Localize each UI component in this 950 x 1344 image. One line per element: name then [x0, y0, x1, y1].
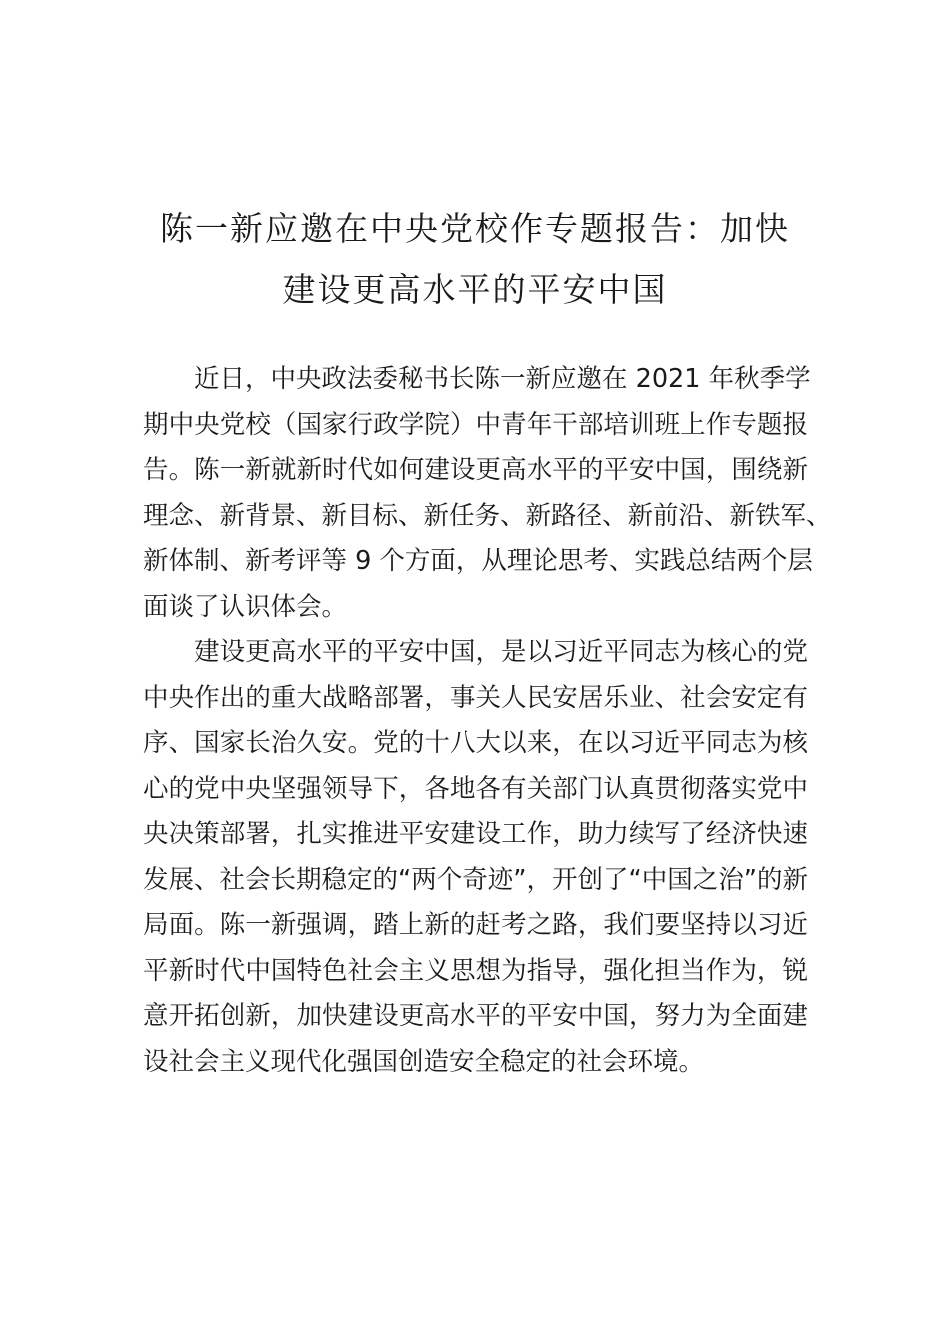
paragraph-line: 理念、新背景、新目标、新任务、新路径、新前沿、新铁军、 — [143, 500, 832, 531]
title-line-2: 建设更高水平的平安中国 — [282, 270, 668, 309]
paragraph-line: 意开拓创新，加快建设更高水平的平安中国，努力为全面建 — [143, 1001, 808, 1031]
paragraph-line: 序、国家长治久安。党的十八大以来，在以习近平同志为核 — [143, 728, 808, 758]
paragraph-line: 期中央党校（国家行政学院）中青年干部培训班上作专题报 — [143, 409, 808, 440]
paragraph-line: 局面。陈一新强调，踏上新的赶考之路，我们要坚持以习近 — [143, 910, 808, 940]
paragraph-line: 心的党中央坚强领导下，各地各有关部门认真贯彻落实党中 — [143, 773, 808, 804]
paragraph-line: 平新时代中国特色社会主义思想为指导，强化担当作为，锐 — [143, 955, 808, 986]
paragraph-line: 中央作出的重大战略部署，事关人民安居乐业、社会安定有 — [143, 682, 808, 713]
paragraph-line: 央决策部署，扎实推进平安建设工作，助力续写了经济快速 — [143, 819, 808, 849]
title-line-1: 陈一新应邀在中央党校作专题报告：加快 — [160, 209, 790, 248]
paragraph-line: 新体制、新考评等 9 个方面，从理论思考、实践总结两个层 — [143, 546, 813, 576]
paragraph-1 — [143, 357, 832, 630]
paragraph-2 — [143, 630, 808, 1085]
paragraph-line: 发展、社会长期稳定的“两个奇迹”，开创了“中国之治”的新 — [143, 864, 808, 895]
paragraph-line: 近日，中央政法委秘书长陈一新应邀在 2021 年秋季学 — [194, 364, 811, 394]
paragraph-line: 面谈了认识体会。 — [143, 591, 348, 622]
document-title — [150, 198, 800, 320]
paragraph-line: 建设更高水平的平安中国，是以习近平同志为核心的党 — [194, 637, 808, 667]
paragraph-line: 告。陈一新就新时代如何建设更高水平的平安中国，围绕新 — [143, 455, 808, 485]
paragraph-line: 设社会主义现代化强国创造安全稳定的社会环境。 — [143, 1046, 705, 1077]
document-body — [143, 357, 832, 1085]
